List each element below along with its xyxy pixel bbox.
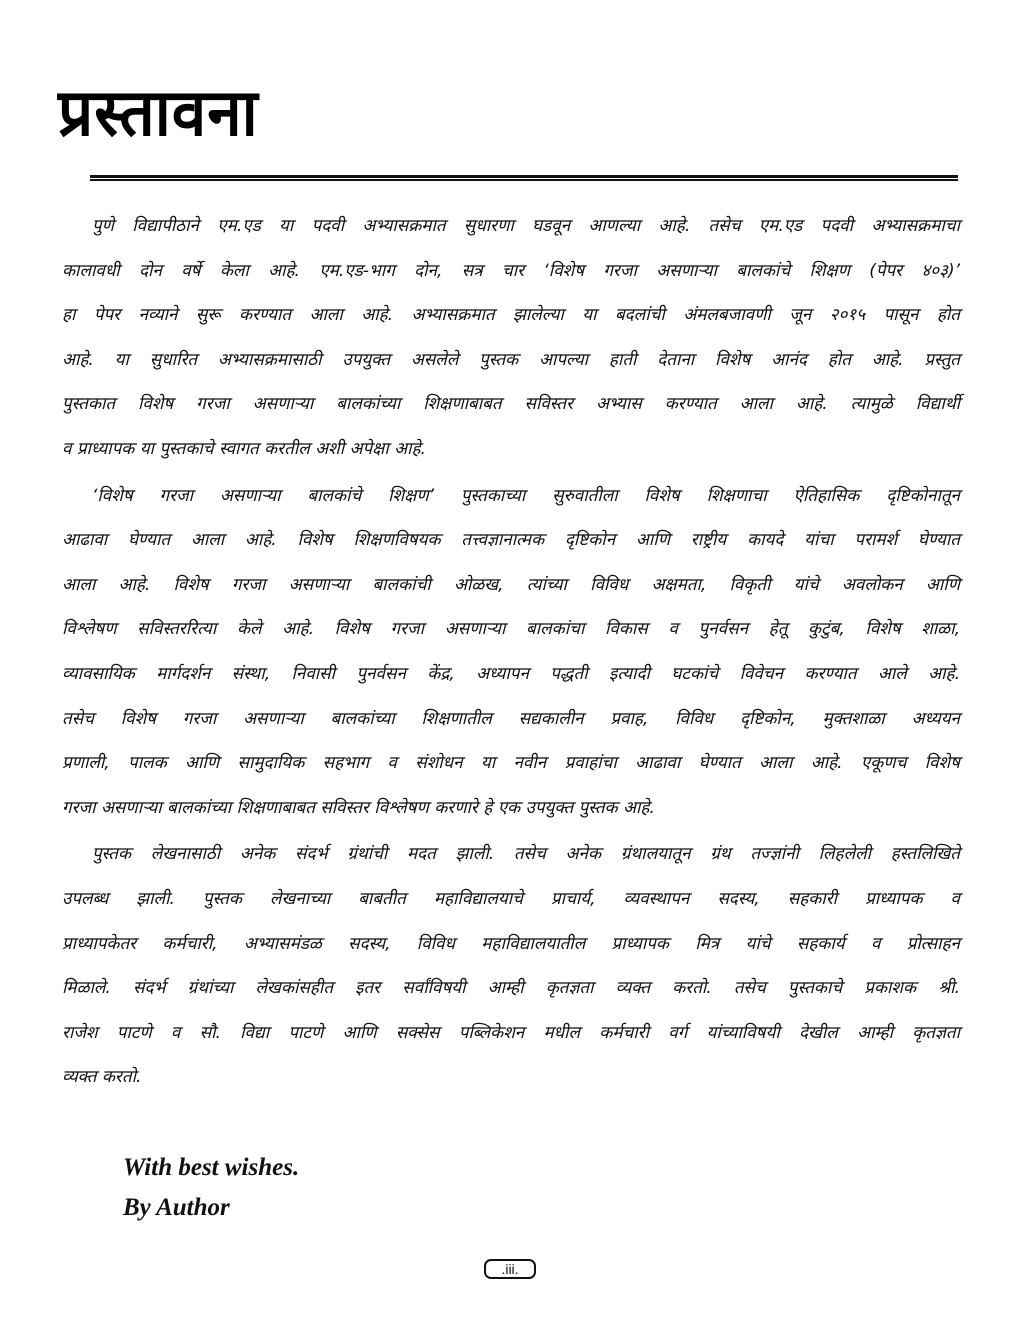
title-divider — [90, 175, 958, 181]
text-line: व्यक्त करतो. — [62, 1067, 142, 1088]
text-line: गरजा असणाऱ्या बालकांच्या शिक्षणाबाबत सविस्तर विश्लेषण करणारे हे एक उपयुक्त पुस्तक आहे. — [62, 797, 655, 818]
signoff — [123, 1148, 299, 1228]
text-line: राजेश पाटणे व सौ. विद्या पाटणे आणि सक्सेस पब्लिकेशन मधील कर्मचारी वर्ग यांच्याविषयी देखील आम्ही कृतज्ञता — [62, 1022, 960, 1043]
text-line: व्यावसायिक मार्गदर्शन संस्था, निवासी पुनर्वसन केंद्र, अध्यापन पद्धती इत्यादी घटकांचे विवेचन करण्यात आले आहे. — [62, 663, 960, 684]
paragraph-1 — [62, 204, 960, 472]
text-line: व प्राध्यापक या पुस्तकाचे स्वागत करतील अशी अपेक्षा आहे. — [62, 438, 426, 459]
text-line: तसेच विशेष गरजा असणाऱ्या बालकांच्या शिक्षणातील सद्यकालीन प्रवाह, विविध दृष्टिकोन, मुक्तशाळा अध्ययन — [62, 708, 960, 729]
text-line: आहे. या सुधारित अभ्यासक्रमासाठी उपयुक्त असलेले पुस्तक आपल्या हाती देताना विशेष आनंद होत आहे. प्रस्तुत — [62, 349, 960, 370]
text-line: हा पेपर नव्याने सुरू करण्यात आला आहे. अभ्यासक्रमात झालेल्या या बदलांची अंमलबजावणी जून २०१५ पासून होत — [62, 305, 960, 326]
page-number: .iii. — [484, 1259, 536, 1279]
text-line: प्रणाली, पालक आणि सामुदायिक सहभाग व संशोधन या नवीन प्रवाहांचा आढावा घेण्यात आला आहे. एकूणच विशेष — [62, 753, 960, 774]
text-line: ‘विशेष गरजा असणाऱ्या बालकांचे शिक्षण’ पुस्तकाच्या सुरुवातीला विशेष शिक्षणाचा ऐतिहासिक दृष्टिकोनातून — [92, 485, 960, 506]
text-line: पुस्तकात विशेष गरजा असणाऱ्या बालकांच्या शिक्षणाबाबत सविस्तर अभ्यास करण्यात आला आहे. त्यामुळे विद्यार्थी — [62, 394, 960, 415]
paragraph-2 — [62, 474, 960, 831]
text-line: पुस्तक लेखनासाठी अनेक संदर्भ ग्रंथांची मदत झाली. तसेच अनेक ग्रंथालयातून ग्रंथ तज्ज्ञांनी लिहलेली हस्तलिखिते — [92, 844, 960, 865]
text-line: विश्लेषण सविस्तररित्या केले आहे. विशेष गरजा असणाऱ्या बालकांचा विकास व पुनर्वसन हेतू कुटुंब, विशेष शाळा, — [62, 619, 960, 640]
signoff-author: By Author — [123, 1194, 230, 1221]
page-title: प्रस्तावना — [58, 74, 259, 151]
text-line: कालावधी दोन वर्षे केला आहे. एम.एड-भाग दोन, सत्र चार ‘विशेष गरजा असणाऱ्या बालकांचे शिक्षण (पेपर ४०३)’ — [62, 260, 960, 281]
text-line: आला आहे. विशेष गरजा असणाऱ्या बालकांची ओळख, त्यांच्या विविध अक्षमता, विकृती यांचे अवलोकन आणि — [62, 574, 960, 595]
paragraph-3 — [62, 832, 960, 1100]
text-line: पुणे विद्यापीठाने एम.एड या पदवी अभ्यासक्रमात सुधारणा घडवून आणल्या आहे. तसेच एम.एड पदवी अभ्यासक्रमाचा — [92, 216, 960, 236]
text-line: आढावा घेण्यात आला आहे. विशेष शिक्षणविषयक तत्त्वज्ञानात्मक दृष्टिकोन आणि राष्ट्रीय कायदे यांचा परामर्श घेण्यात — [62, 530, 960, 551]
text-line: प्राध्यापकेतर कर्मचारी, अभ्यासमंडळ सदस्य, विविध महाविद्यालयातील प्राध्यापक मित्र यांचे सहकार्य व प्रोत्साहन — [62, 933, 960, 954]
text-line: उपलब्ध झाली. पुस्तक लेखनाच्या बाबतीत महाविद्यालयाचे प्राचार्य, व्यवस्थापन सदस्य, सहकारी प्राध्यापक व — [62, 888, 960, 909]
signoff-wishes: With best wishes. — [123, 1154, 300, 1181]
preface-body — [62, 204, 960, 1102]
text-line: मिळाले. संदर्भ ग्रंथांच्या लेखकांसहीत इतर सर्वांविषयी आम्ही कृतज्ञता व्यक्त करतो. तसेच पुस्तकाचे प्रकाशक श्री. — [62, 978, 960, 999]
